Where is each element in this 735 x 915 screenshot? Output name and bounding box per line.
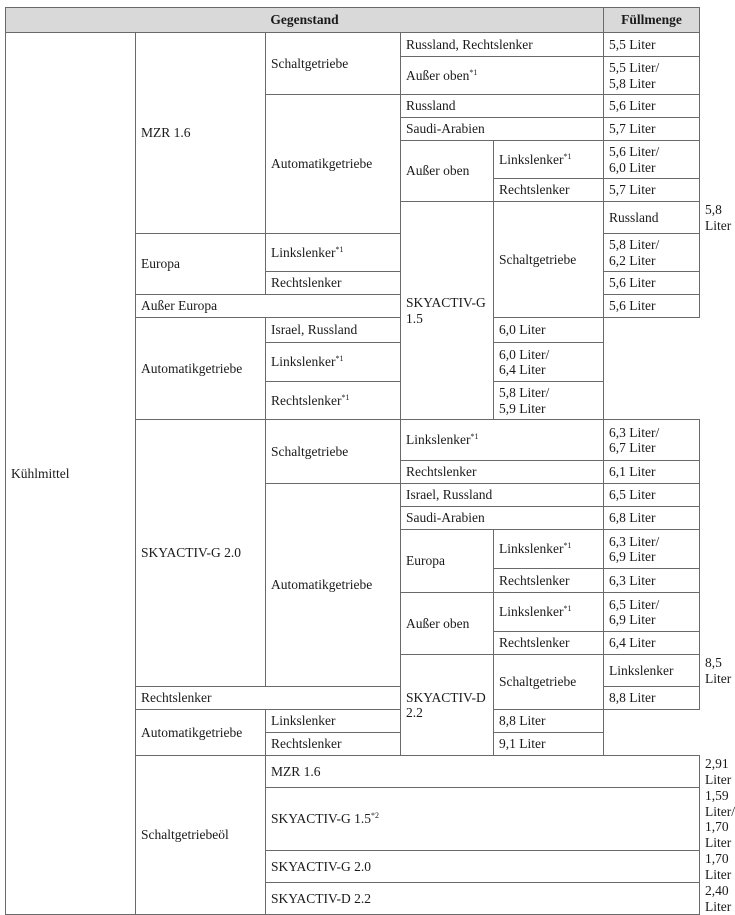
drive-rhd: Rechtslenker [266,733,494,756]
region-europe: Europa [401,530,494,593]
drive-lhd: Linkslenker [604,655,700,687]
trans-auto: Automatikgetriebe [266,484,401,687]
footnote-mark: *1 [469,67,478,77]
region-israel-russia: Israel, Russland [401,484,604,507]
region-except-above: Außer oben [401,593,494,655]
header-item: Gegenstand [6,8,604,33]
engine-mzr16: MZR 1.6 [266,756,700,788]
drive-lhd: Linkslenker$^{*1}$ [494,593,604,632]
capacity-table: Gegenstand Füllmenge Kühlmittel MZR 1.6 Schaltgetriebe Russland, Rechtslenker 5,5 Liter Außer oben$^{*1}$ 5,5 Liter/ 5,8 Liter Automatikgetriebe Russland 5,6 Liter Saudi-Arabien 5,7 Liter Außer oben Linkslenker$^{*1}$ 5,6 Liter/ 6,0 Liter Rechtslenker 5,7 Liter SKYACTIV-G 1.5 Schaltgetriebe Russland 5,8 Liter Europa Linkslenker$^{*1}$ 5,8 Liter/ 6,2 Liter Rechtslenker 5,6 Liter Außer Europa 5,6 Liter Automatikgetriebe Israel, Russland 6,0 Liter Linkslenker$^{*1}$ 6,0 Liter/ 6,4 Liter Rechtslenker$^{*1}$ 5,8 Liter/ 5,9 Liter SKYACTIV-G 2.0 Schaltgetriebe Linkslenker$^{*1}$ 6,3 Liter/ 6,7 Liter Rechtslenker 6,1 Liter Automatikgetriebe Israel, Russland 6,5 Liter Saudi-Arabien 6,8 Liter Europa Linkslenker$^{*1}$ 6,3 Liter/ 6,9 Liter Rechtslenker 6,3 Liter Außer oben Linkslenker$^{*1}$ 6,5 Liter/ 6,9 Liter Rechtslenker 6,4 Liter SKYACTIV-D 2.2 Schaltgetriebe Linkslenker 8,5 Liter Rechtslenker 8,8 Liter Automatikgetriebe Linkslenker 8,8 Liter Rechtslenker 9,1 Liter Schaltgetriebeöl MZR 1.6 2,91 Liter SKYACTIV-G 1.5$^{*2}$ 1,59 Liter/ 1,70 Liter SKYACTIV-G 2.0 1,70 Liter SKYACTIV-D 2.2 2,40 Liter [5,7,700,915]
region-israel-russia: Israel, Russland [266,318,494,343]
capacity-value: 6,3 Liter/ 6,9 Liter [604,530,700,569]
capacity-value: 5,7 Liter [604,179,700,202]
header-capacity: Füllmenge [604,8,700,33]
capacity-value: 6,5 Liter/ 6,9 Liter [604,593,700,632]
capacity-value: 6,0 Liter/ 6,4 Liter [494,343,604,382]
engine-d22: SKYACTIV-D 2.2 [266,883,700,915]
footnote-mark: *1 [563,151,572,161]
footnote-mark: *1 [335,354,344,364]
engine-d22: SKYACTIV-D 2.2 [401,655,494,756]
capacity-value: 5,7 Liter [604,118,700,141]
footnote-mark: *1 [563,541,572,551]
capacity-value: 5,5 Liter [604,33,700,57]
drive-rhd: Rechtslenker$^{*1}$ [266,382,494,420]
region-except-above: Außer oben$^{*1}$ [401,57,604,95]
engine-g15: SKYACTIV-G 1.5 [401,202,494,420]
region-except-above: Außer oben [401,141,494,202]
trans-auto: Automatikgetriebe [266,95,401,234]
category-gearoil: Schaltgetriebeöl [136,756,266,915]
drive-lhd: Linkslenker$^{*1}$ [401,420,604,461]
footnote-mark: *1 [563,604,572,614]
engine-g20: SKYACTIV-G 2.0 [136,420,266,687]
capacity-value: 6,4 Liter [604,632,700,655]
capacity-value: 6,3 Liter/ 6,7 Liter [604,420,700,461]
category-coolant: Kühlmittel [6,33,136,915]
region-saudi: Saudi-Arabien [401,118,604,141]
drive-lhd: Linkslenker$^{*1}$ [494,530,604,569]
drive-rhd: Rechtslenker [401,461,604,484]
trans-manual: Schaltgetriebe [266,420,401,484]
trans-manual: Schaltgetriebe [266,33,401,95]
drive-rhd: Rechtslenker [494,632,604,655]
capacity-value: 6,3 Liter [604,569,700,593]
capacity-value: 8,8 Liter [494,710,604,733]
trans-auto: Automatikgetriebe [136,318,266,420]
drive-lhd: Linkslenker$^{*1}$ [266,234,401,272]
footnote-mark: *1 [335,244,344,254]
footnote-mark: *1 [341,392,350,402]
engine-g15: SKYACTIV-G 1.5$^{*2}$ [266,788,700,851]
drive-rhd: Rechtslenker [136,687,401,710]
region-russia-rhd: Russland, Rechtslenker [401,33,604,57]
capacity-value: 9,1 Liter [494,733,604,756]
footnote-mark: *1 [470,432,479,442]
capacity-value: 5,5 Liter/ 5,8 Liter [604,57,700,95]
trans-auto: Automatikgetriebe [136,710,266,756]
drive-rhd: Rechtslenker [494,179,604,202]
drive-rhd: Rechtslenker [266,272,401,295]
region-except-europe: Außer Europa [136,295,401,318]
drive-rhd: Rechtslenker [494,569,604,593]
capacity-value: 5,6 Liter/ 6,0 Liter [604,141,700,179]
capacity-value: 8,8 Liter [604,687,700,710]
region-saudi: Saudi-Arabien [401,507,604,530]
region-russia: Russland [401,95,604,118]
footnote-mark: *2 [371,811,380,821]
drive-lhd: Linkslenker$^{*1}$ [266,343,494,382]
engine-g20: SKYACTIV-G 2.0 [266,851,700,883]
region-russia: Russland [604,202,700,234]
capacity-value: 6,0 Liter [494,318,604,343]
capacity-value: 6,5 Liter [604,484,700,507]
capacity-value: 5,8 Liter/ 6,2 Liter [604,234,700,272]
capacity-value: 6,1 Liter [604,461,700,484]
engine-mzr16: MZR 1.6 [136,33,266,234]
capacity-value: 5,6 Liter [604,95,700,118]
capacity-value: 5,6 Liter [604,272,700,295]
capacity-value: 5,6 Liter [604,295,700,318]
trans-manual: Schaltgetriebe [494,202,604,318]
drive-lhd: Linkslenker [266,710,494,733]
region-europe: Europa [136,234,266,295]
trans-manual: Schaltgetriebe [494,655,604,710]
drive-lhd: Linkslenker$^{*1}$ [494,141,604,179]
capacity-value: 6,8 Liter [604,507,700,530]
capacity-value: 5,8 Liter/ 5,9 Liter [494,382,604,420]
